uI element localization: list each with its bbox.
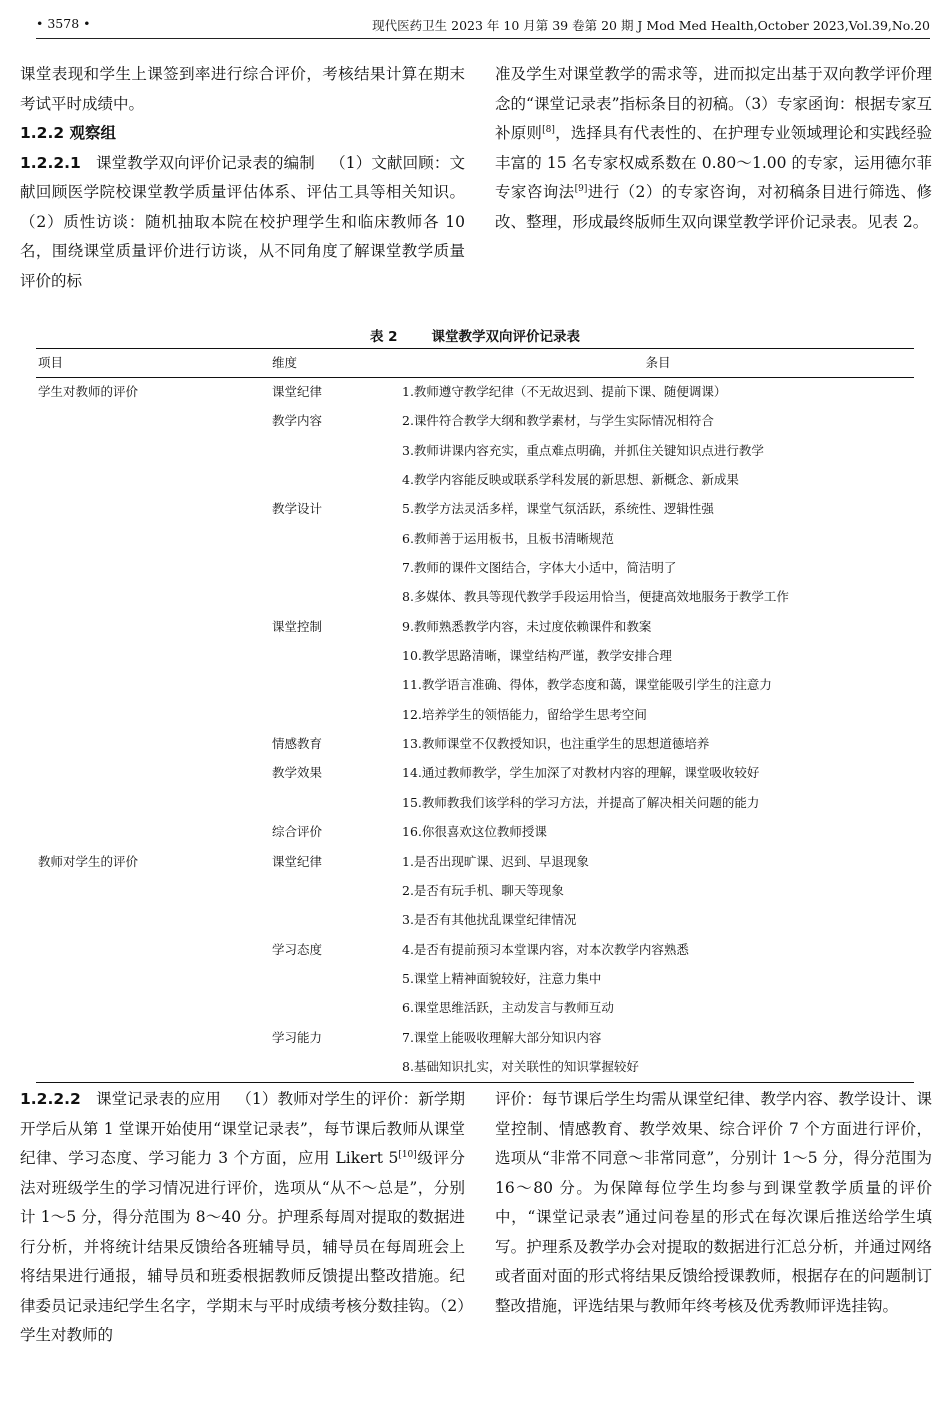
table-title: 课堂教学双向评价记录表 [431,329,581,345]
row-entry: 10.教学思路清晰，课堂结构严谨，教学安排合理 [402,648,672,664]
table-row [36,789,914,818]
row-entry: 14.通过教师教学，学生加深了对教材内容的理解，课堂吸收较好 [402,765,760,781]
row-dimension: 情感教育 [272,736,323,752]
row-entry: 5.教学方法灵活多样，课堂气氛活跃，系统性、逻辑性强 [402,501,714,517]
continued-paragraph: 课堂表现和学生上课签到率进行综合评价，考核结果计算在期末考试平时成绩中。 [20,65,465,113]
section-1-2-2-1-paragraph [20,149,465,297]
top-left-column [20,60,465,296]
row-dimension: 教学内容 [272,413,323,429]
row-entry: 6.教师善于运用板书，且板书清晰规范 [402,530,614,546]
bottom-left-column [20,1085,465,1351]
table-row [36,965,914,994]
evaluation-table [36,348,914,1083]
table-row [36,583,914,612]
table-body [36,378,914,1082]
table-row [36,466,914,495]
page-number: • 3578 • [36,16,91,31]
journal-info: 现代医药卫生 2023 年 10 月第 39 卷第 20 期 J Mod Med Health,October 2023,Vol.39,No.20 [372,18,930,33]
table-row [36,906,914,935]
row-entry: 3.教师讲课内容充实，重点难点明确，并抓住关键知识点进行教学 [402,442,764,458]
table-row [36,759,914,788]
section-1-2-2-2-paragraph [20,1085,465,1351]
row-dimension: 教学设计 [272,501,323,517]
row-entry: 4.是否有提前预习本堂课内容，对本次教学内容熟悉 [402,941,689,957]
section-1-2-2-heading: 1.2.2 观察组 [20,124,117,142]
row-entry: 15.教师教我们该学科的学习方法，并提高了解决相关问题的能力 [402,794,760,810]
bottom-right-column [495,1085,932,1321]
table-row [36,671,914,700]
table-row [36,877,914,906]
section-1-2-2-1-text: （1）文献回顾：文献回顾医学院校课堂教学质量评估体系、评估工具等相关知识。（2）质性访谈：随机抽取本院在校护理学生和临床教师各 10 名，围绕课堂质量评价进行访谈，从不同角度了解课堂教学质量评价的标 [20,153,465,290]
method-text-c: 进行（2）的专家咨询，对初稿条目进行筛选、修改、整理，形成最终版师生双向课堂教学评价记录表。见表 2。 [495,183,932,231]
row-entry: 16.你很喜欢这位教师授课 [402,824,547,840]
row-item: 教师对学生的评价 [38,853,139,869]
row-dimension: 教学效果 [272,765,323,781]
row-entry: 1.教师遵守教学纪律（不无故迟到、提前下课、随便调课） [402,384,727,399]
table-row [36,701,914,730]
row-entry: 1.是否出现旷课、迟到、早退现象 [402,853,589,869]
table-row [36,818,914,847]
header-item: 项目 [38,355,64,370]
method-text-b: ，选择具有代表性的、在护理专业领域理论和实践经验丰富的 15 名专家权威系数在 0.80～1.00 的专家，运用德尔菲专家咨询法 [495,124,932,201]
row-entry: 3.是否有其他扰乱课堂纪律情况 [402,912,577,928]
application-paragraph: 评价：每节课后学生均需从课堂纪律、教学内容、教学设计、课堂控制、情感教育、教学效果、综合评价 7 个方面进行评价，选项从“非常不同意～非常同意”，分别计 1～5 分，得分范围为 16～80 分。为保障每位学生均参与到课堂教学质量的评价中，“课堂记录表”通过问卷星的形式在每次课后推送给学生填写。护理系及教学办会对提取的数据进行汇总分析，并通过网络或者面对面的形式将结果反馈给授课教师，根据存在的问题制订整改措施，评选结果与教师年终考核及优秀教师评选挂钩。 [495,1090,932,1315]
row-item: 学生对教师的评价 [38,384,139,399]
ref-10: [10] [398,1149,417,1160]
row-entry: 2.是否有玩手机、聊天等现象 [402,882,564,898]
header-dimension: 维度 [272,355,298,370]
row-entry: 6.课堂思维活跃，主动发言与教师互动 [402,1000,614,1016]
row-dimension: 课堂纪律 [272,853,323,869]
table-row [36,848,914,877]
table-row [36,1024,914,1053]
row-dimension: 学习能力 [272,1029,323,1045]
table-row [36,642,914,671]
table-number: 表 2 [369,329,398,345]
row-entry: 7.课堂上能吸收理解大部分知识内容 [402,1029,602,1045]
table-row [36,495,914,524]
table-row [36,1053,914,1082]
table-row [36,613,914,642]
row-entry: 7.教师的课件文图结合，字体大小适中，简洁明了 [402,560,677,576]
row-dimension: 综合评价 [272,824,323,840]
section-1-2-2-2-text-a: （1）教师对学生的评价：新学期开学后从第 1 堂课开始使用“课堂记录表”，每节课后教师从课堂纪律、学习态度、学习能力 3 个方面，应用 Likert 5 [20,1090,465,1167]
header-entry: 条目 [645,355,671,370]
running-header [36,12,930,39]
table-row [36,378,914,407]
ref-9: [9] [574,183,588,194]
section-1-2-2-2-text-b: 级评分法对班级学生的学习情况进行评价，选项从“从不～总是”，分别计 1～5 分，得分范围为 8～40 分。护理系每周对提取的数据进行分析，并将统计结果反馈给各班辅导员，辅导员在每周班会上将结果进行通报，辅导员和班委根据教师反馈提出整改措施。纪律委员记录违纪学生名字，学期末与平时成绩考核分数挂钩。（2）学生对教师的 [20,1149,465,1344]
table-row [36,936,914,965]
table-row [36,525,914,554]
row-entry: 5.课堂上精神面貌较好，注意力集中 [402,970,602,986]
table-row [36,437,914,466]
method-text-a: 准及学生对课堂教学的需求等，进而拟定出基于双向教学评价理念的“课堂记录表”指标条目的初稿。（3）专家函询：根据专家互补原则 [495,65,932,142]
table-header-row [36,349,914,378]
row-dimension: 学习态度 [272,941,323,957]
section-1-2-2-2-number: 1.2.2.2 [20,1090,81,1108]
table-row [36,994,914,1023]
table-row [36,554,914,583]
row-entry: 11.教学语言准确、得体，教学态度和蔼，课堂能吸引学生的注意力 [402,677,772,693]
row-entry: 2.课件符合教学大纲和教学素材，与学生实际情况相符合 [402,413,714,429]
table-caption [0,325,950,345]
row-entry: 9.教师熟悉教学内容，未过度依赖课件和教案 [402,618,652,634]
section-1-2-2-2-title: 课堂记录表的应用 [96,1090,222,1108]
row-entry: 13.教师课堂不仅教授知识，也注重学生的思想道德培养 [402,736,710,752]
top-right-column [495,60,932,237]
section-1-2-2-1-title: 课堂教学双向评价记录表的编制 [96,153,315,172]
table-row [36,407,914,436]
table-row [36,730,914,759]
method-paragraph [495,60,932,237]
ref-8: [8] [542,124,555,135]
row-dimension: 课堂控制 [272,618,323,634]
row-entry: 8.基础知识扎实，对关联性的知识掌握较好 [402,1058,639,1074]
row-entry: 4.教学内容能反映或联系学科发展的新思想、新概念、新成果 [402,472,739,488]
row-entry: 12.培养学生的领悟能力，留给学生思考空间 [402,706,647,722]
row-dimension: 课堂纪律 [272,384,323,399]
section-1-2-2-1-number: 1.2.2.1 [20,153,81,172]
row-entry: 8.多媒体、教具等现代教学手段运用恰当，便捷高效地服务于教学工作 [402,589,789,605]
